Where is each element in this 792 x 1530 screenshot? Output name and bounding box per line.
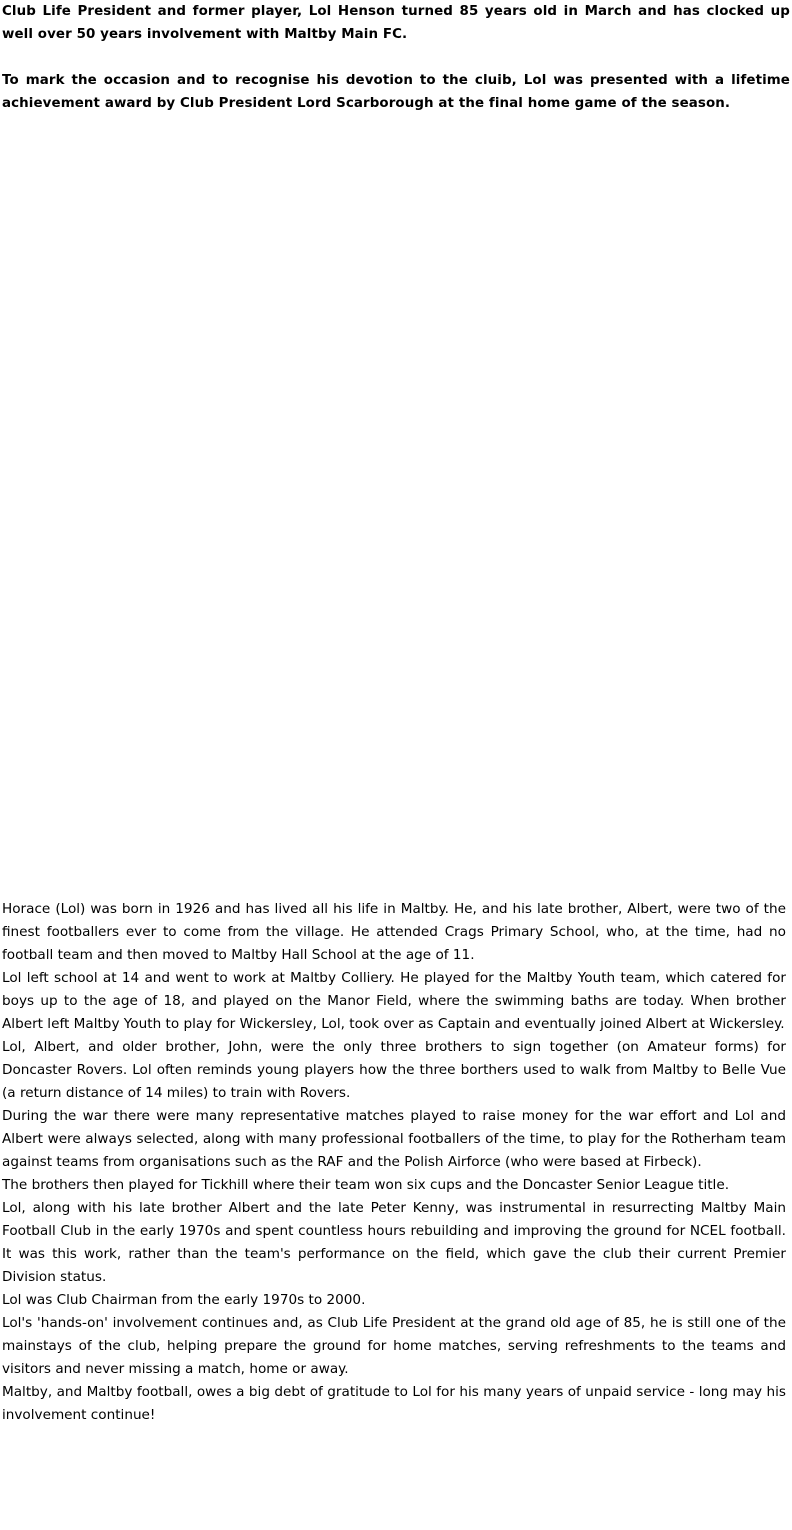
photo-placeholder <box>2 138 790 906</box>
body-paragraph-6: Lol, along with his late brother Albert and the late Peter Kenny, was instrumental in resurrecting Maltby Main Football Club in the early 1970s and spent countless hours rebuilding and improving the ground for NCEL football. It was this work, rather than the team's performance on the field, which gave the club their current Premier Division status. <box>2 1200 786 1285</box>
body-paragraph-4: During the war there were many representative matches played to raise money for the war effort and Lol and Albert were always selected, along with many professional footballers of the time, to play for the Rotherham team against teams from organisations such as the RAF and the Polish Airforce (who were based at Firbeck). <box>2 1108 786 1170</box>
intro-paragraph-2: To mark the occasion and to recognise his devotion to the cluib, Lol was presented with a lifetime achievement award by Club President Lord Scarborough at the final home game of the season. <box>2 73 790 111</box>
article-intro <box>2 0 790 115</box>
intro-paragraph-1: Club Life President and former player, Lol Henson turned 85 years old in March and has clocked up well over 50 years involvement with Maltby Main FC. <box>2 4 790 42</box>
body-paragraph-9: Maltby, and Maltby football, owes a big debt of gratitude to Lol for his many years of unpaid service - long may his involvement continue! <box>2 1384 786 1423</box>
body-paragraph-7: Lol was Club Chairman from the early 1970s to 2000. <box>2 1292 366 1308</box>
body-paragraph-8: Lol's 'hands-on' involvement continues and, as Club Life President at the grand old age of 85, he is still one of the mainstays of the club, helping prepare the ground for home matches, serving refreshments to the teams and visitors and never missing a match, home or away. <box>2 1315 786 1377</box>
body-paragraph-3: Lol, Albert, and older brother, John, were the only three brothers to sign together (on Amateur forms) for Doncaster Rovers. Lol often reminds young players how the three borthers used to walk from Maltby to Belle Vue (a return distance of 14 miles) to train with Rovers. <box>2 1039 786 1101</box>
body-paragraph-1: Horace (Lol) was born in 1926 and has lived all his life in Maltby. He, and his late brother, Albert, were two of the finest footballers ever to come from the village. He attended Crags Primary School, who, at the time, had no football team and then moved to Maltby Hall School at the age of 11. <box>2 901 786 963</box>
body-paragraph-5: The brothers then played for Tickhill where their team won six cups and the Doncaster Senior League title. <box>2 1177 730 1193</box>
body-paragraph-2: Lol left school at 14 and went to work at Maltby Colliery. He played for the Maltby Youth team, which catered for boys up to the age of 18, and played on the Manor Field, where the swimming baths are today. When brother Albert left Maltby Youth to play for Wickersley, Lol, took over as Captain and eventually joined Albert at Wickersley. <box>2 970 786 1032</box>
article-body <box>2 898 786 1427</box>
